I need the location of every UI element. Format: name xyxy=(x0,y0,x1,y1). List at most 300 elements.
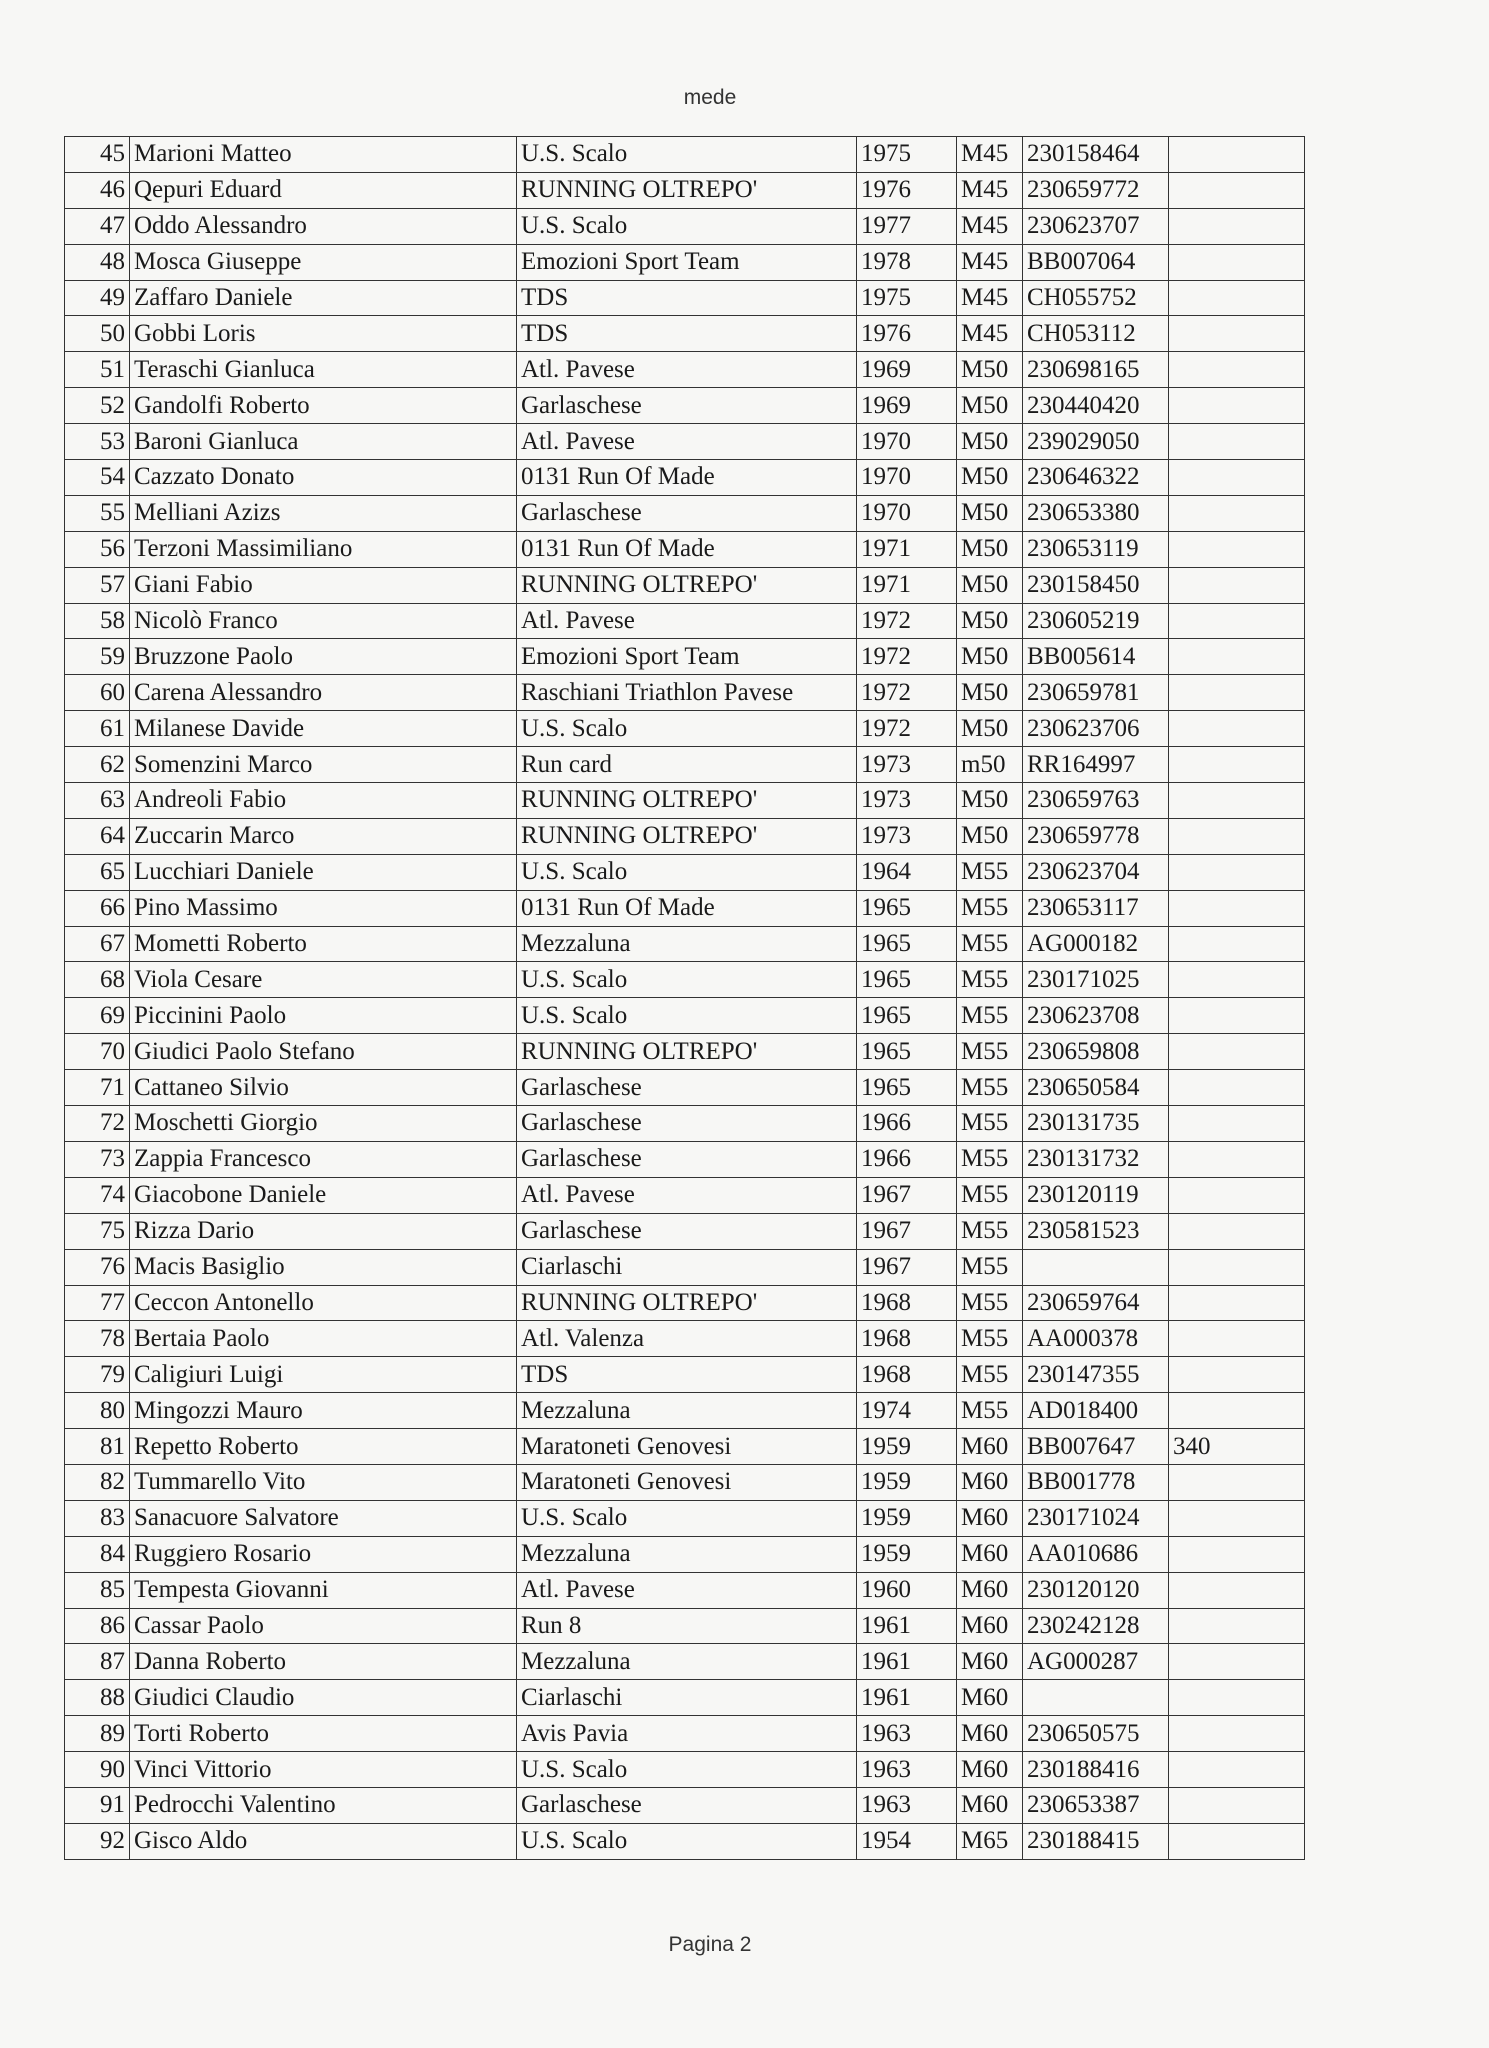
team-name: U.S. Scalo xyxy=(517,1752,857,1788)
category: M55 xyxy=(957,890,1023,926)
table-row xyxy=(65,1393,1305,1429)
team-name: Run card xyxy=(517,747,857,783)
table-row xyxy=(65,1141,1305,1177)
birth-year: 1966 xyxy=(857,1141,957,1177)
table-row xyxy=(65,1213,1305,1249)
athlete-name: Bertaia Paolo xyxy=(130,1321,517,1357)
extra-value xyxy=(1169,1177,1305,1213)
team-name: Avis Pavia xyxy=(517,1716,857,1752)
table-row xyxy=(65,1536,1305,1572)
extra-value xyxy=(1169,280,1305,316)
entry-number: 58 xyxy=(65,603,130,639)
athlete-name: Macis Basiglio xyxy=(130,1249,517,1285)
card-number: 230158464 xyxy=(1023,137,1169,173)
card-number: 230698165 xyxy=(1023,352,1169,388)
extra-value xyxy=(1169,818,1305,854)
athlete-name: Repetto Roberto xyxy=(130,1429,517,1465)
category: M55 xyxy=(957,926,1023,962)
category: M55 xyxy=(957,1106,1023,1142)
table-row xyxy=(65,1429,1305,1465)
athlete-name: Piccinini Paolo xyxy=(130,998,517,1034)
category: M50 xyxy=(957,711,1023,747)
athlete-name: Marioni Matteo xyxy=(130,137,517,173)
birth-year: 1963 xyxy=(857,1752,957,1788)
team-name: Atl. Pavese xyxy=(517,603,857,639)
birth-year: 1977 xyxy=(857,208,957,244)
category: M60 xyxy=(957,1680,1023,1716)
extra-value xyxy=(1169,1249,1305,1285)
team-name: Emozioni Sport Team xyxy=(517,639,857,675)
team-name: Garlaschese xyxy=(517,1213,857,1249)
athlete-name: Rizza Dario xyxy=(130,1213,517,1249)
team-name: U.S. Scalo xyxy=(517,711,857,747)
category: M50 xyxy=(957,460,1023,496)
entry-number: 51 xyxy=(65,352,130,388)
extra-value xyxy=(1169,603,1305,639)
entry-number: 80 xyxy=(65,1393,130,1429)
team-name: RUNNING OLTREPO' xyxy=(517,567,857,603)
birth-year: 1978 xyxy=(857,244,957,280)
entry-number: 72 xyxy=(65,1106,130,1142)
birth-year: 1967 xyxy=(857,1177,957,1213)
category: M60 xyxy=(957,1644,1023,1680)
team-name: TDS xyxy=(517,280,857,316)
category: M60 xyxy=(957,1536,1023,1572)
table-row xyxy=(65,1034,1305,1070)
team-name: U.S. Scalo xyxy=(517,208,857,244)
table-row xyxy=(65,388,1305,424)
athlete-name: Baroni Gianluca xyxy=(130,424,517,460)
card-number: CH055752 xyxy=(1023,280,1169,316)
table-row xyxy=(65,1500,1305,1536)
entry-number: 74 xyxy=(65,1177,130,1213)
entry-number: 75 xyxy=(65,1213,130,1249)
team-name: 0131 Run Of Made xyxy=(517,531,857,567)
athlete-name: Zaffaro Daniele xyxy=(130,280,517,316)
team-name: Garlaschese xyxy=(517,1070,857,1106)
birth-year: 1976 xyxy=(857,172,957,208)
athlete-name: Moschetti Giorgio xyxy=(130,1106,517,1142)
athlete-name: Nicolò Franco xyxy=(130,603,517,639)
birth-year: 1972 xyxy=(857,639,957,675)
entry-number: 92 xyxy=(65,1823,130,1859)
table-row xyxy=(65,1070,1305,1106)
table-row xyxy=(65,747,1305,783)
category: M50 xyxy=(957,675,1023,711)
entries-table-body xyxy=(65,137,1305,1860)
athlete-name: Caligiuri Luigi xyxy=(130,1357,517,1393)
entry-number: 83 xyxy=(65,1500,130,1536)
table-row xyxy=(65,280,1305,316)
table-row xyxy=(65,1787,1305,1823)
card-number xyxy=(1023,1680,1169,1716)
entry-number: 82 xyxy=(65,1464,130,1500)
birth-year: 1959 xyxy=(857,1500,957,1536)
birth-year: 1970 xyxy=(857,424,957,460)
extra-value xyxy=(1169,1500,1305,1536)
entries-table xyxy=(64,136,1305,1860)
entry-number: 77 xyxy=(65,1285,130,1321)
category: M55 xyxy=(957,1393,1023,1429)
table-row xyxy=(65,567,1305,603)
entry-number: 71 xyxy=(65,1070,130,1106)
card-number: 230158450 xyxy=(1023,567,1169,603)
extra-value xyxy=(1169,352,1305,388)
birth-year: 1971 xyxy=(857,531,957,567)
table-row xyxy=(65,1608,1305,1644)
extra-value xyxy=(1169,172,1305,208)
team-name: Run 8 xyxy=(517,1608,857,1644)
birth-year: 1961 xyxy=(857,1608,957,1644)
card-number: BB005614 xyxy=(1023,639,1169,675)
athlete-name: Ruggiero Rosario xyxy=(130,1536,517,1572)
birth-year: 1968 xyxy=(857,1285,957,1321)
birth-year: 1960 xyxy=(857,1572,957,1608)
category: M55 xyxy=(957,1357,1023,1393)
entry-number: 89 xyxy=(65,1716,130,1752)
extra-value xyxy=(1169,1752,1305,1788)
card-number: 230653380 xyxy=(1023,495,1169,531)
athlete-name: Lucchiari Daniele xyxy=(130,854,517,890)
card-number: 230659781 xyxy=(1023,675,1169,711)
card-number xyxy=(1023,1249,1169,1285)
category: M45 xyxy=(957,244,1023,280)
team-name: Mezzaluna xyxy=(517,1644,857,1680)
team-name: Maratoneti Genovesi xyxy=(517,1429,857,1465)
birth-year: 1965 xyxy=(857,926,957,962)
athlete-name: Mingozzi Mauro xyxy=(130,1393,517,1429)
entry-number: 79 xyxy=(65,1357,130,1393)
athlete-name: Milanese Davide xyxy=(130,711,517,747)
birth-year: 1965 xyxy=(857,890,957,926)
birth-year: 1967 xyxy=(857,1213,957,1249)
extra-value xyxy=(1169,316,1305,352)
athlete-name: Somenzini Marco xyxy=(130,747,517,783)
team-name: RUNNING OLTREPO' xyxy=(517,783,857,819)
card-number: 230120120 xyxy=(1023,1572,1169,1608)
category: M55 xyxy=(957,1285,1023,1321)
table-row xyxy=(65,818,1305,854)
extra-value xyxy=(1169,1716,1305,1752)
extra-value xyxy=(1169,208,1305,244)
card-number: 230131732 xyxy=(1023,1141,1169,1177)
athlete-name: Ceccon Antonello xyxy=(130,1285,517,1321)
entry-number: 46 xyxy=(65,172,130,208)
birth-year: 1971 xyxy=(857,567,957,603)
extra-value xyxy=(1169,1536,1305,1572)
team-name: U.S. Scalo xyxy=(517,962,857,998)
card-number: 230659808 xyxy=(1023,1034,1169,1070)
category: M45 xyxy=(957,137,1023,173)
birth-year: 1965 xyxy=(857,998,957,1034)
entry-number: 84 xyxy=(65,1536,130,1572)
category: M55 xyxy=(957,1141,1023,1177)
team-name: U.S. Scalo xyxy=(517,137,857,173)
table-row xyxy=(65,1249,1305,1285)
extra-value xyxy=(1169,639,1305,675)
extra-value xyxy=(1169,1034,1305,1070)
extra-value xyxy=(1169,1572,1305,1608)
category: M60 xyxy=(957,1787,1023,1823)
table-row xyxy=(65,639,1305,675)
table-row xyxy=(65,495,1305,531)
birth-year: 1969 xyxy=(857,352,957,388)
team-name: Mezzaluna xyxy=(517,1393,857,1429)
birth-year: 1970 xyxy=(857,460,957,496)
entry-number: 62 xyxy=(65,747,130,783)
category: M45 xyxy=(957,316,1023,352)
extra-value xyxy=(1169,854,1305,890)
card-number: 230623707 xyxy=(1023,208,1169,244)
card-number: 230659764 xyxy=(1023,1285,1169,1321)
birth-year: 1972 xyxy=(857,603,957,639)
birth-year: 1969 xyxy=(857,388,957,424)
table-row xyxy=(65,675,1305,711)
birth-year: 1961 xyxy=(857,1680,957,1716)
card-number: 230581523 xyxy=(1023,1213,1169,1249)
birth-year: 1973 xyxy=(857,783,957,819)
athlete-name: Cassar Paolo xyxy=(130,1608,517,1644)
card-number: 230623704 xyxy=(1023,854,1169,890)
birth-year: 1965 xyxy=(857,962,957,998)
athlete-name: Zappia Francesco xyxy=(130,1141,517,1177)
category: M55 xyxy=(957,1249,1023,1285)
team-name: RUNNING OLTREPO' xyxy=(517,818,857,854)
table-row xyxy=(65,460,1305,496)
entry-number: 66 xyxy=(65,890,130,926)
category: M45 xyxy=(957,280,1023,316)
athlete-name: Oddo Alessandro xyxy=(130,208,517,244)
category: M50 xyxy=(957,352,1023,388)
entry-number: 53 xyxy=(65,424,130,460)
birth-year: 1959 xyxy=(857,1464,957,1500)
extra-value xyxy=(1169,890,1305,926)
birth-year: 1973 xyxy=(857,818,957,854)
entry-number: 90 xyxy=(65,1752,130,1788)
card-number: 230646322 xyxy=(1023,460,1169,496)
extra-value xyxy=(1169,1464,1305,1500)
table-row xyxy=(65,926,1305,962)
birth-year: 1974 xyxy=(857,1393,957,1429)
birth-year: 1968 xyxy=(857,1321,957,1357)
table-row xyxy=(65,352,1305,388)
card-number: 230171024 xyxy=(1023,1500,1169,1536)
table-row xyxy=(65,998,1305,1034)
category: M55 xyxy=(957,1070,1023,1106)
table-row xyxy=(65,711,1305,747)
team-name: 0131 Run Of Made xyxy=(517,460,857,496)
birth-year: 1963 xyxy=(857,1716,957,1752)
category: M55 xyxy=(957,1034,1023,1070)
team-name: Emozioni Sport Team xyxy=(517,244,857,280)
athlete-name: Giacobone Daniele xyxy=(130,1177,517,1213)
card-number: 239029050 xyxy=(1023,424,1169,460)
entry-number: 60 xyxy=(65,675,130,711)
category: M50 xyxy=(957,531,1023,567)
birth-year: 1961 xyxy=(857,1644,957,1680)
category: M50 xyxy=(957,388,1023,424)
card-number: 230623708 xyxy=(1023,998,1169,1034)
card-number: 230650575 xyxy=(1023,1716,1169,1752)
athlete-name: Qepuri Eduard xyxy=(130,172,517,208)
category: M60 xyxy=(957,1716,1023,1752)
team-name: Mezzaluna xyxy=(517,926,857,962)
card-number: AD018400 xyxy=(1023,1393,1169,1429)
entry-number: 63 xyxy=(65,783,130,819)
athlete-name: Terzoni Massimiliano xyxy=(130,531,517,567)
extra-value xyxy=(1169,1285,1305,1321)
birth-year: 1965 xyxy=(857,1070,957,1106)
birth-year: 1976 xyxy=(857,316,957,352)
extra-value xyxy=(1169,1070,1305,1106)
team-name: U.S. Scalo xyxy=(517,1823,857,1859)
category: M50 xyxy=(957,495,1023,531)
table-row xyxy=(65,1177,1305,1213)
team-name: U.S. Scalo xyxy=(517,854,857,890)
card-number: AA000378 xyxy=(1023,1321,1169,1357)
entry-number: 67 xyxy=(65,926,130,962)
team-name: Atl. Pavese xyxy=(517,1177,857,1213)
entry-number: 48 xyxy=(65,244,130,280)
category: M45 xyxy=(957,208,1023,244)
card-number: AG000182 xyxy=(1023,926,1169,962)
athlete-name: Zuccarin Marco xyxy=(130,818,517,854)
team-name: U.S. Scalo xyxy=(517,998,857,1034)
athlete-name: Carena Alessandro xyxy=(130,675,517,711)
table-row xyxy=(65,890,1305,926)
category: M50 xyxy=(957,567,1023,603)
birth-year: 1973 xyxy=(857,747,957,783)
birth-year: 1964 xyxy=(857,854,957,890)
team-name: TDS xyxy=(517,1357,857,1393)
birth-year: 1967 xyxy=(857,1249,957,1285)
birth-year: 1963 xyxy=(857,1787,957,1823)
entry-number: 91 xyxy=(65,1787,130,1823)
extra-value xyxy=(1169,531,1305,567)
category: M55 xyxy=(957,962,1023,998)
card-number: 230147355 xyxy=(1023,1357,1169,1393)
card-number: 230171025 xyxy=(1023,962,1169,998)
athlete-name: Giudici Paolo Stefano xyxy=(130,1034,517,1070)
extra-value xyxy=(1169,424,1305,460)
team-name: Ciarlaschi xyxy=(517,1249,857,1285)
birth-year: 1972 xyxy=(857,675,957,711)
athlete-name: Gisco Aldo xyxy=(130,1823,517,1859)
card-number: 230120119 xyxy=(1023,1177,1169,1213)
table-row xyxy=(65,208,1305,244)
table-row xyxy=(65,531,1305,567)
table-row xyxy=(65,172,1305,208)
table-row xyxy=(65,1321,1305,1357)
table-row xyxy=(65,1644,1305,1680)
category: M60 xyxy=(957,1608,1023,1644)
athlete-name: Bruzzone Paolo xyxy=(130,639,517,675)
extra-value xyxy=(1169,1644,1305,1680)
team-name: Atl. Pavese xyxy=(517,424,857,460)
team-name: Ciarlaschi xyxy=(517,1680,857,1716)
athlete-name: Giani Fabio xyxy=(130,567,517,603)
team-name: Garlaschese xyxy=(517,1787,857,1823)
table-row xyxy=(65,962,1305,998)
card-number: 230242128 xyxy=(1023,1608,1169,1644)
team-name: Garlaschese xyxy=(517,388,857,424)
table-row xyxy=(65,1464,1305,1500)
extra-value xyxy=(1169,962,1305,998)
card-number: AG000287 xyxy=(1023,1644,1169,1680)
entry-number: 85 xyxy=(65,1572,130,1608)
page-footer: Pagina 2 xyxy=(668,1933,752,1956)
category: M55 xyxy=(957,1321,1023,1357)
team-name: Atl. Pavese xyxy=(517,1572,857,1608)
category: M50 xyxy=(957,783,1023,819)
birth-year: 1959 xyxy=(857,1536,957,1572)
entry-number: 52 xyxy=(65,388,130,424)
team-name: Mezzaluna xyxy=(517,1536,857,1572)
extra-value xyxy=(1169,1357,1305,1393)
athlete-name: Teraschi Gianluca xyxy=(130,352,517,388)
entry-number: 70 xyxy=(65,1034,130,1070)
extra-value xyxy=(1169,1608,1305,1644)
card-number: 230653387 xyxy=(1023,1787,1169,1823)
birth-year: 1975 xyxy=(857,137,957,173)
team-name: Garlaschese xyxy=(517,1141,857,1177)
team-name: Garlaschese xyxy=(517,1106,857,1142)
category: M60 xyxy=(957,1752,1023,1788)
table-row xyxy=(65,1716,1305,1752)
team-name: TDS xyxy=(517,316,857,352)
table-row xyxy=(65,854,1305,890)
entry-number: 50 xyxy=(65,316,130,352)
card-number: 230605219 xyxy=(1023,603,1169,639)
category: m50 xyxy=(957,747,1023,783)
entry-number: 64 xyxy=(65,818,130,854)
card-number: BB007647 xyxy=(1023,1429,1169,1465)
category: M45 xyxy=(957,172,1023,208)
birth-year: 1966 xyxy=(857,1106,957,1142)
entry-number: 73 xyxy=(65,1141,130,1177)
card-number: RR164997 xyxy=(1023,747,1169,783)
athlete-name: Giudici Claudio xyxy=(130,1680,517,1716)
team-name: RUNNING OLTREPO' xyxy=(517,1034,857,1070)
athlete-name: Gobbi Loris xyxy=(130,316,517,352)
card-number: BB001778 xyxy=(1023,1464,1169,1500)
extra-value xyxy=(1169,567,1305,603)
team-name: RUNNING OLTREPO' xyxy=(517,1285,857,1321)
extra-value xyxy=(1169,244,1305,280)
athlete-name: Pedrocchi Valentino xyxy=(130,1787,517,1823)
athlete-name: Danna Roberto xyxy=(130,1644,517,1680)
card-number: AA010686 xyxy=(1023,1536,1169,1572)
athlete-name: Gandolfi Roberto xyxy=(130,388,517,424)
team-name: Maratoneti Genovesi xyxy=(517,1464,857,1500)
birth-year: 1972 xyxy=(857,711,957,747)
athlete-name: Viola Cesare xyxy=(130,962,517,998)
athlete-name: Pino Massimo xyxy=(130,890,517,926)
team-name: Garlaschese xyxy=(517,495,857,531)
extra-value xyxy=(1169,1321,1305,1357)
entry-number: 55 xyxy=(65,495,130,531)
table-row xyxy=(65,1572,1305,1608)
athlete-name: Tummarello Vito xyxy=(130,1464,517,1500)
extra-value xyxy=(1169,675,1305,711)
extra-value xyxy=(1169,926,1305,962)
entry-number: 87 xyxy=(65,1644,130,1680)
table-row xyxy=(65,424,1305,460)
entry-number: 88 xyxy=(65,1680,130,1716)
category: M55 xyxy=(957,854,1023,890)
entry-number: 49 xyxy=(65,280,130,316)
table-row xyxy=(65,1752,1305,1788)
